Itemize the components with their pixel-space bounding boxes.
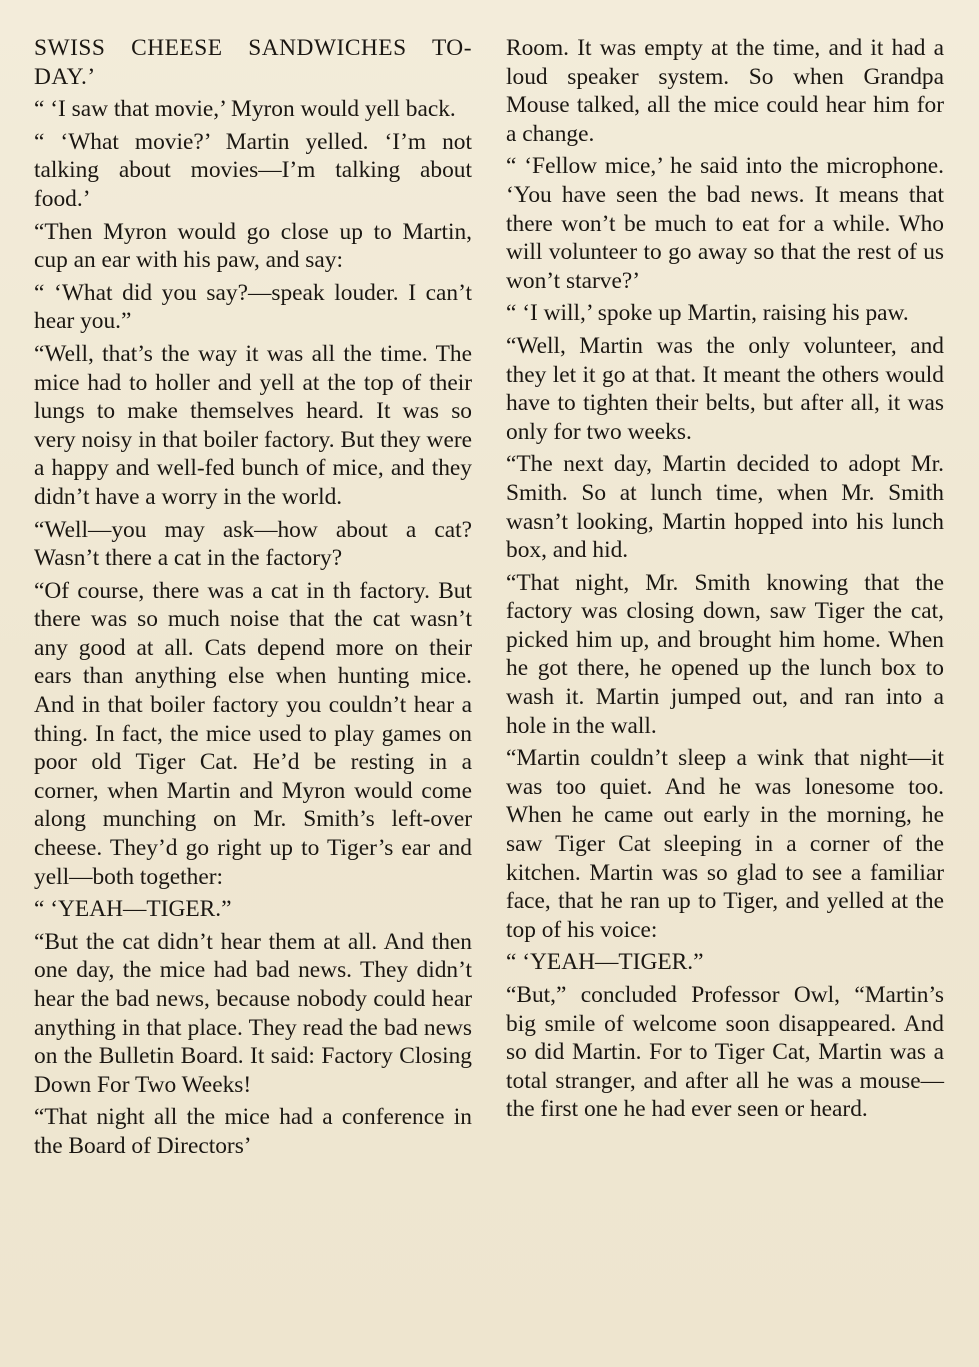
paragraph: “But the cat didn’t hear them at all. And then one day, the mice had bad news. They didn’t hear the bad news, because nobody could hear anything in that place. They read the bad news on the Bulletin Board. It said: Factory Closing Down For Two Weeks! (34, 928, 472, 1098)
paragraph: “ ‘I saw that movie,’ Myron would yell back. (34, 96, 456, 123)
paragraph: “ ‘What movie?’ Martin yelled. ‘I’m not talking about movies—I’m talking about food.’ (34, 128, 472, 212)
paragraph: “Of course, there was a cat in th factory. But there was so much noise that the cat wasn’t any good at all. Cats depend more on their ears than anything else when hunting mice. And in that boiler factory you couldn’t hear a thing. In fact, the mice used to play games on poor old Tiger Cat. He’d be resting in a corner, when Martin and Myron would come along munching on Mr. Smith’s left-over cheese. They’d go right up to Tiger’s ear and yell—both together: (34, 577, 472, 890)
paragraph: “Well, that’s the way it was all the time. The mice had to holler and yell at the top of their lungs to make themselves heard. It was so very noisy in that boiler factory. But they were a happy and well-fed bunch of mice, and they didn’t have a worry in the world. (34, 340, 472, 510)
paragraph: “ ‘YEAH—TIGER.” (34, 896, 232, 923)
right-text-column (506, 34, 944, 1128)
paragraph: “That night, Mr. Smith knowing that the factory was closing down, saw Tiger the cat, picked him up, and brought him home. When he got there, he opened up the lunch box to wash it. Martin jumped out, and ran into a hole in the wall. (506, 569, 944, 739)
paragraph: “Well—you may ask—how about a cat? Wasn’t there a cat in the factory? (34, 516, 472, 572)
paragraph: “Well, Martin was the only volunteer, and they let it go at that. It meant the others would have to tighten their belts, but after all, it was only for two weeks. (506, 332, 944, 445)
paragraph: “ ‘What did you say?—speak louder. I can’t hear you.” (34, 279, 472, 335)
paragraph: “The next day, Martin decided to adopt Mr. Smith. So at lunch time, when Mr. Smith wasn’t looking, Martin hopped into his lunch box, and hid. (506, 451, 944, 564)
paragraph: SWISS CHEESE SANDWICHES TO-DAY.’ (34, 35, 472, 90)
paragraph: “ ‘YEAH—TIGER.” (506, 949, 704, 976)
paragraph: “That night all the mice had a conference in the Board of Directors’ (34, 1104, 472, 1159)
paragraph: “But,” concluded Professor Owl, “Martin’s big smile of welcome soon disappeared. And so did Martin. For to Tiger Cat, Martin was a total stranger, and after all he was a mouse—the first one he had ever seen or heard. (506, 982, 944, 1123)
paragraph: “ ‘Fellow mice,’ he said into the microphone. ‘You have seen the bad news. It means that there won’t be much to eat for a while. Who will volunteer to go away so that the rest of us won’t starve?’ (506, 153, 944, 294)
left-text-column (34, 34, 472, 1165)
paragraph: “Martin couldn’t sleep a wink that night—it was too quiet. And he was lonesome too. When he came out early in the morning, he saw Tiger Cat sleeping in a corner of the kitchen. Martin was so glad to see a familiar face, that he ran up to Tiger, and yelled at the top of his voice: (506, 745, 944, 943)
paragraph: “ ‘I will,’ spoke up Martin, raising his paw. (506, 300, 909, 327)
paragraph: Room. It was empty at the time, and it had a loud speaker system. So when Grandpa Mouse talked, all the mice could hear him for a change. (506, 35, 944, 147)
paragraph: “Then Myron would go close up to Martin, cup an ear with his paw, and say: (34, 218, 472, 274)
